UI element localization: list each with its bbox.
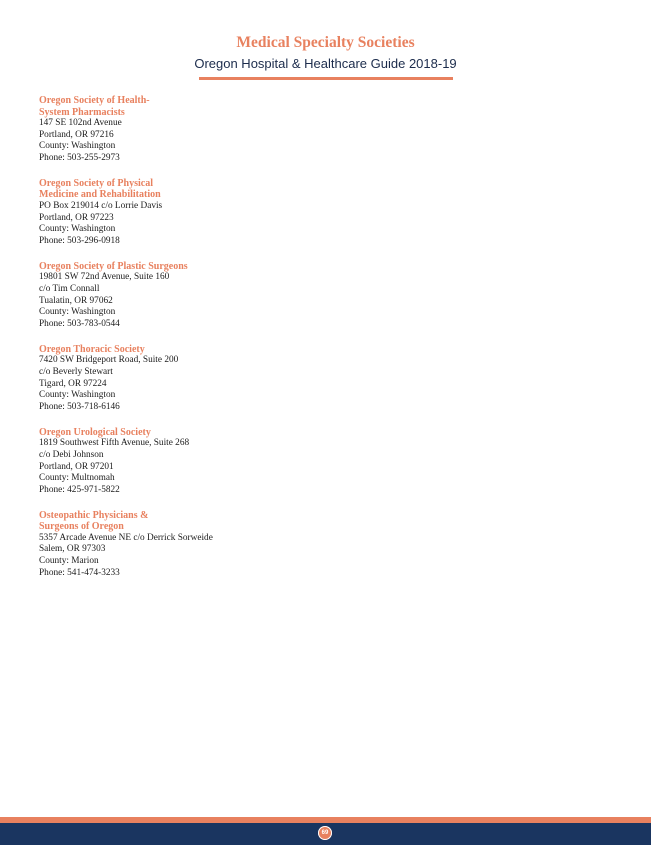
society-detail-line: Portland, OR 97201: [39, 461, 114, 472]
society-name: Oregon Thoracic Society: [39, 343, 145, 355]
society-entry: [39, 261, 339, 331]
society-entry: [39, 510, 339, 580]
society-detail-line: 147 SE 102nd Avenue: [39, 118, 122, 128]
header-divider: [199, 77, 453, 80]
society-detail-line: Tigard, OR 97224: [39, 378, 107, 389]
society-detail-line: Phone: 503-783-0544: [39, 318, 120, 329]
society-detail-line: County: Multnomah: [39, 473, 115, 484]
page-subtitle: Oregon Hospital & Healthcare Guide 2018-19: [194, 56, 457, 71]
society-detail-line: Tualatin, OR 97062: [39, 295, 113, 306]
society-detail-line: Portland, OR 97223: [39, 212, 114, 223]
society-detail-line: Salem, OR 97303: [39, 544, 106, 555]
society-name: Oregon Society of Health-: [39, 95, 150, 106]
society-detail-line: PO Box 219014 c/o Lorrie Davis: [39, 200, 163, 211]
society-name: Oregon Society of Plastic Surgeons: [39, 260, 188, 272]
page-number-badge: 69: [318, 826, 332, 840]
society-detail-line: County: Washington: [39, 141, 116, 152]
society-entry: [39, 427, 339, 497]
page-header: [0, 33, 651, 80]
society-detail-line: Portland, OR 97216: [39, 129, 114, 140]
society-detail-line: 5357 Arcade Avenue NE c/o Derrick Sorweide: [39, 532, 213, 543]
society-list: [39, 95, 339, 592]
society-detail-line: c/o Beverly Stewart: [39, 366, 113, 377]
page-title: Medical Specialty Societies: [236, 34, 415, 51]
society-name: Surgeons of Oregon: [39, 521, 124, 533]
society-detail-line: Phone: 503-255-2973: [39, 153, 120, 164]
society-detail-line: c/o Tim Connall: [39, 283, 100, 294]
society-detail-line: County: Washington: [39, 390, 116, 401]
society-detail-line: Phone: 503-718-6146: [39, 401, 120, 412]
society-entry: [39, 344, 339, 414]
society-entry: [39, 178, 339, 248]
society-detail-line: Phone: 425-971-5822: [39, 484, 120, 495]
society-detail-line: County: Washington: [39, 224, 116, 235]
society-name: Oregon Urological Society: [39, 426, 151, 438]
society-detail-line: Phone: 541-474-3233: [39, 567, 120, 578]
society-name: System Pharmacists: [39, 106, 125, 118]
society-detail-line: Phone: 503-296-0918: [39, 235, 120, 246]
society-name: Medicine and Rehabilitation: [39, 189, 161, 201]
society-detail-line: 1819 Southwest Fifth Avenue, Suite 268: [39, 438, 190, 449]
society-detail-line: 19801 SW 72nd Avenue, Suite 160: [39, 272, 170, 283]
society-detail-line: County: Marion: [39, 556, 99, 567]
society-detail-line: County: Washington: [39, 307, 116, 318]
society-name: Osteopathic Physicians &: [39, 509, 149, 521]
society-detail-line: 7420 SW Bridgeport Road, Suite 200: [39, 355, 179, 366]
society-name: Oregon Society of Physical: [39, 177, 153, 189]
society-detail-line: c/o Debi Johnson: [39, 449, 104, 460]
society-entry: [39, 95, 339, 165]
